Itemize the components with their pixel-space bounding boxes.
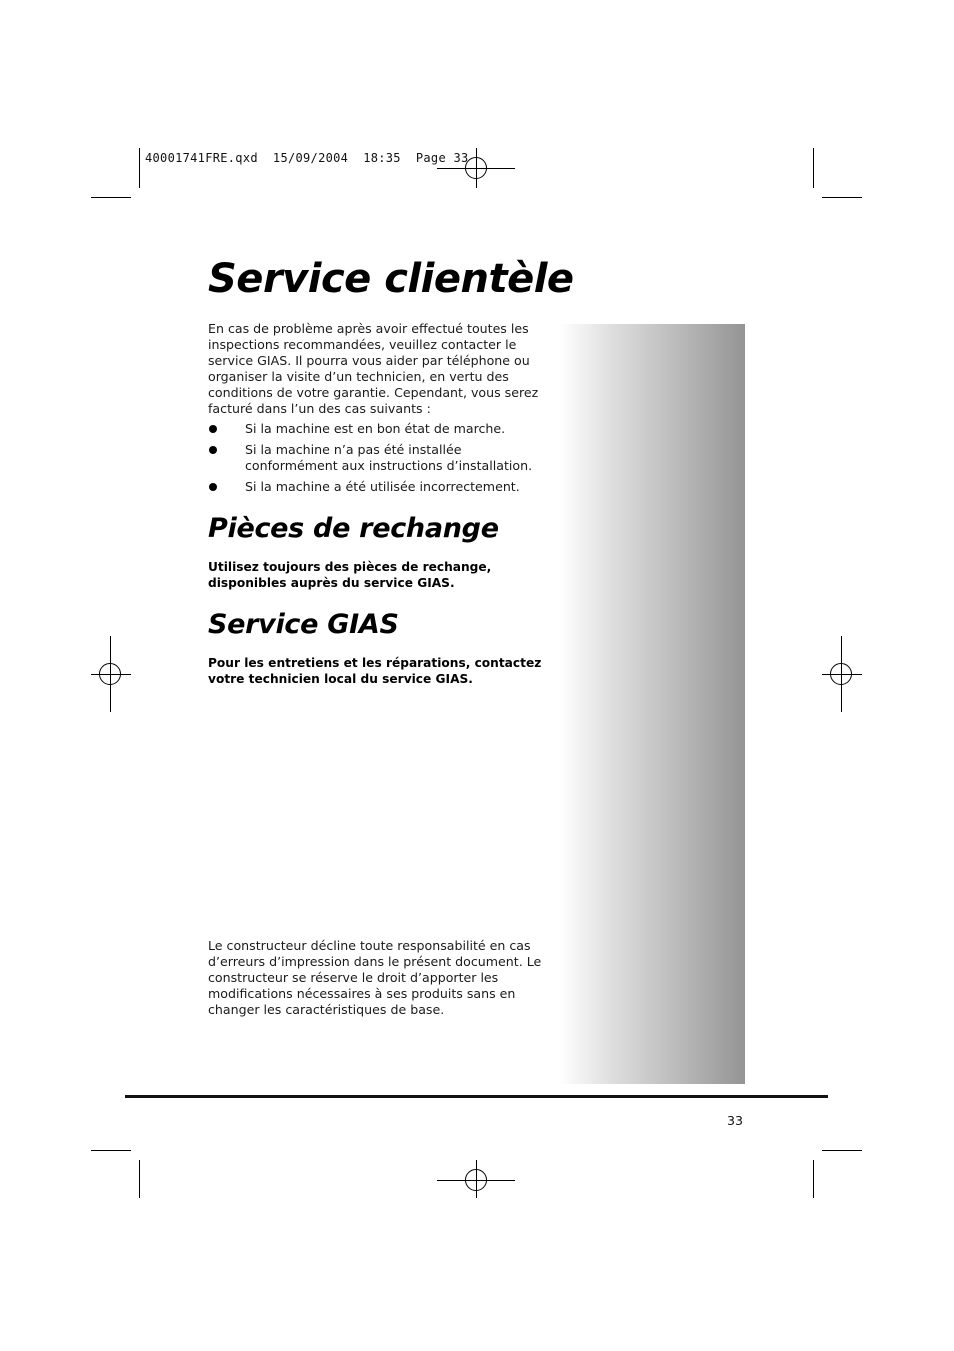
gias-text: Pour les entretiens et les réparations, contactez votre technicien local du service GIAS. — [208, 656, 542, 686]
section-heading-spare-parts: Pièces de rechange — [208, 513, 499, 544]
intro-paragraph: En cas de problème après avoir effectué toutes les inspections recommandées, veuillez contacter le service GIAS. Il pourra vous aider par téléphone ou organiser la visite d’un technicien, en vertu des conditions de votre garantie. Cependant, vous serez facturé dans l’un des cas suivants : — [208, 321, 539, 416]
page-number: 33 — [726, 1113, 743, 1128]
list-item: Si la machine n’a pas été installée conformément aux instructions d’installation. — [208, 442, 553, 474]
condition-list — [208, 421, 553, 500]
side-gradient-panel — [560, 324, 745, 1084]
printer-slug: 40001741FRE.qxd 15/09/2004 18:35 Page 33 — [145, 151, 469, 165]
crop-mark — [822, 197, 862, 198]
bullet-icon — [209, 446, 217, 454]
registration-mark-icon — [465, 1169, 487, 1191]
disclaimer-paragraph: Le constructeur décline toute responsabilité en cas d’erreurs d’impression dans le présent document. Le constructeur se réserve le droit d’apporter les modifications nécessaires à ses produits sans en changer les caractéristiques de base. — [208, 938, 542, 1017]
crop-mark — [91, 197, 131, 198]
spare-parts-text: Utilisez toujours des pièces de rechange, disponibles auprès du service GIAS. — [208, 560, 492, 590]
crop-mark — [822, 1150, 862, 1151]
list-item: Si la machine est en bon état de marche. — [208, 421, 553, 437]
crop-mark — [813, 148, 814, 188]
footer-rule — [125, 1095, 828, 1098]
crop-mark — [139, 148, 140, 188]
crop-mark — [813, 1160, 814, 1198]
page-title: Service clientèle — [208, 256, 574, 302]
registration-mark-icon — [99, 663, 121, 685]
section-heading-gias: Service GIAS — [208, 609, 399, 640]
registration-mark-icon — [465, 157, 487, 179]
crop-mark — [139, 1160, 140, 1198]
bullet-icon — [209, 425, 217, 433]
bullet-icon — [209, 483, 217, 491]
list-item: Si la machine a été utilisée incorrectement. — [208, 479, 553, 495]
registration-mark-icon — [830, 663, 852, 685]
crop-mark — [91, 1150, 131, 1151]
